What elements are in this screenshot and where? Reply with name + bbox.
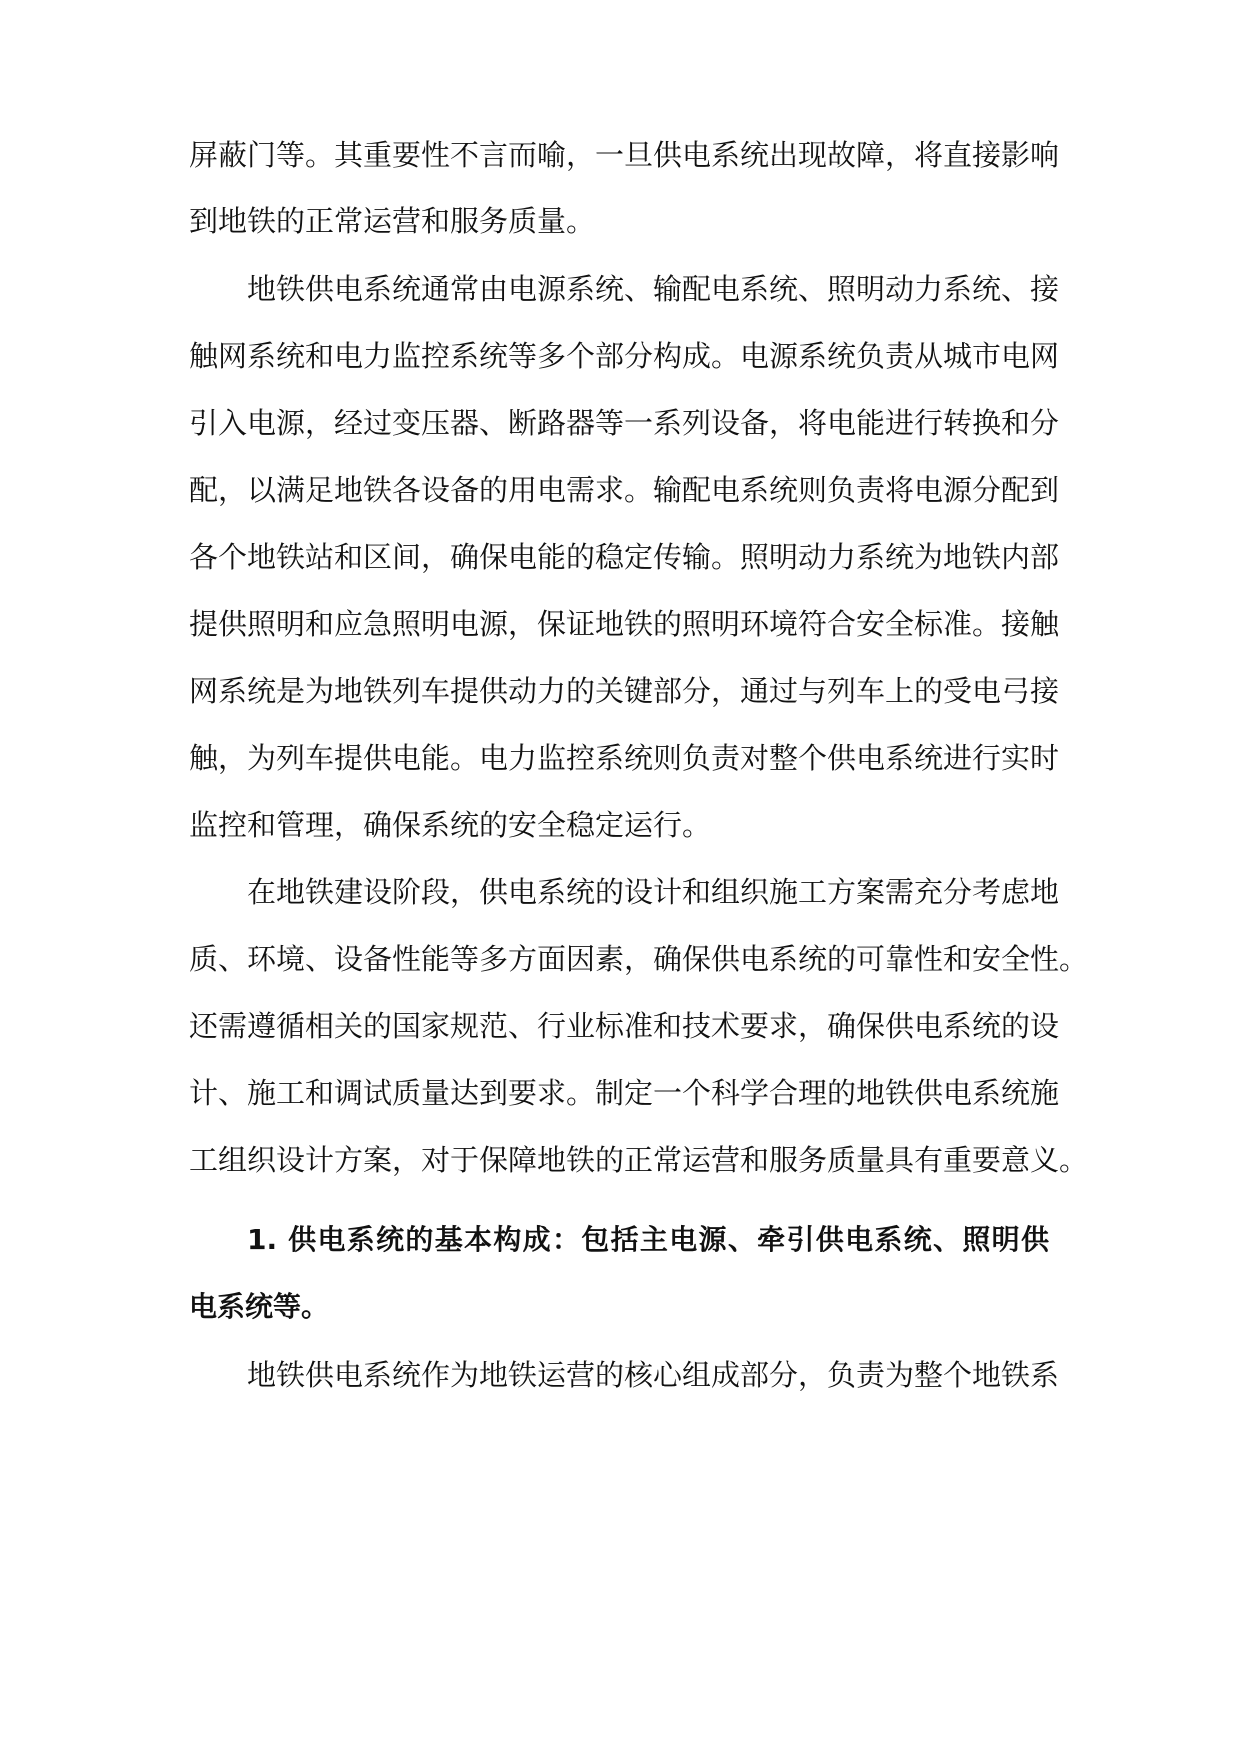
paragraph-line: 触网系统和电力监控系统等多个部分构成。电源系统负责从城市电网: [189, 339, 1060, 373]
paragraph-line: 到地铁的正常运营和服务质量。: [189, 204, 596, 238]
paragraph-line: 提供照明和应急照明电源，保证地铁的照明环境符合安全标准。接触: [189, 607, 1060, 641]
paragraph-line: 配，以满足地铁各设备的用电需求。输配电系统则负责将电源分配到: [189, 473, 1060, 507]
paragraph-line: 质、环境、设备性能等多方面因素，确保供电系统的可靠性和安全性。: [189, 942, 1089, 976]
paragraph-line: 地铁供电系统作为地铁运营的核心组成部分，负责为整个地铁系: [247, 1358, 1060, 1392]
paragraph-line: 计、施工和调试质量达到要求。制定一个科学合理的地铁供电系统施: [189, 1076, 1060, 1110]
paragraph-line: 触，为列车提供电能。电力监控系统则负责对整个供电系统进行实时: [189, 741, 1060, 775]
section-heading-line: 电系统等。: [189, 1290, 330, 1323]
paragraph-line: 工组织设计方案，对于保障地铁的正常运营和服务质量具有重要意义。: [189, 1143, 1089, 1177]
paragraph-line: 屏蔽门等。其重要性不言而喻，一旦供电系统出现故障，将直接影响: [189, 138, 1060, 172]
paragraph-line: 引入电源，经过变压器、断路器等一系列设备，将电能进行转换和分: [189, 406, 1060, 440]
paragraph-line: 地铁供电系统通常由电源系统、输配电系统、照明动力系统、接: [247, 272, 1060, 306]
paragraph-line: 在地铁建设阶段，供电系统的设计和组织施工方案需充分考虑地: [247, 875, 1060, 909]
paragraph-line: 各个地铁站和区间，确保电能的稳定传输。照明动力系统为地铁内部: [189, 540, 1060, 574]
section-heading-line: 1. 供电系统的基本构成：包括主电源、牵引供电系统、照明供: [247, 1223, 1049, 1256]
paragraph-line: 还需遵循相关的国家规范、行业标准和技术要求，确保供电系统的设: [189, 1009, 1060, 1043]
paragraph-line: 网系统是为地铁列车提供动力的关键部分，通过与列车上的受电弓接: [189, 674, 1060, 708]
paragraph-line: 监控和管理，确保系统的安全稳定运行。: [189, 808, 712, 842]
